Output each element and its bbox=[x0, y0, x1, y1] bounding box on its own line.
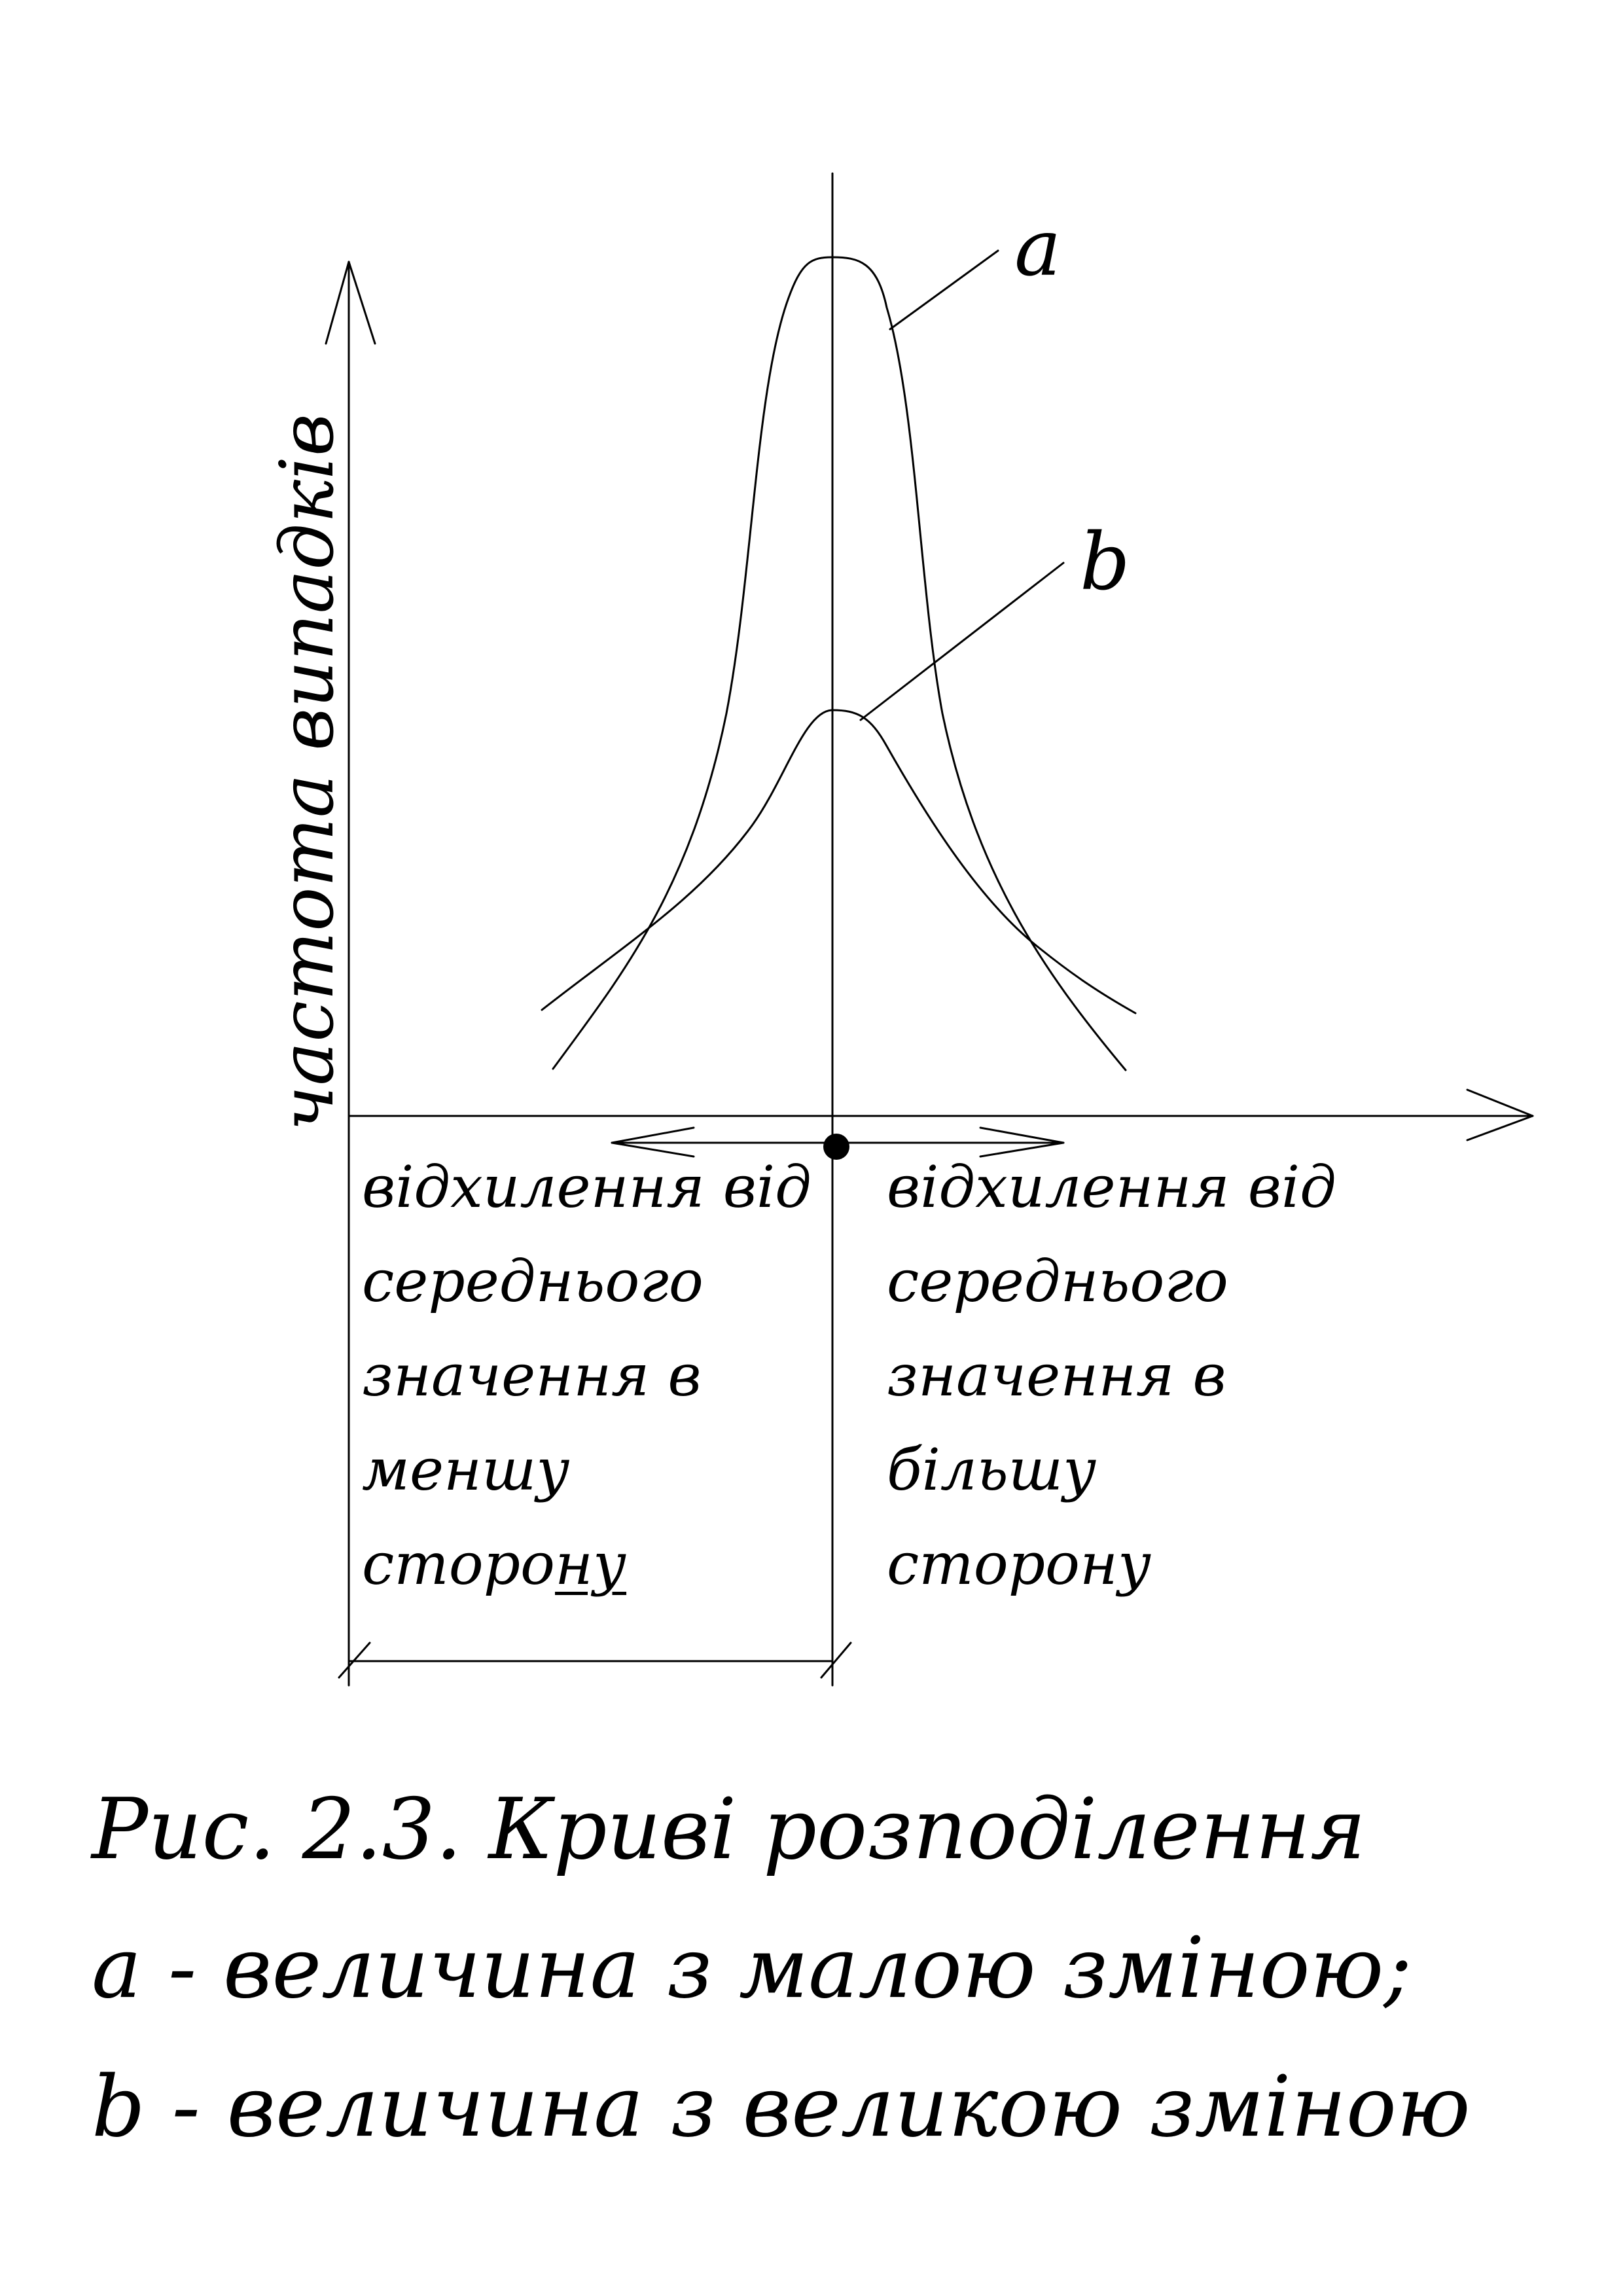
mean-point bbox=[823, 1134, 849, 1160]
left-region-last-line-underlined: ну bbox=[555, 1530, 627, 1598]
y-axis-arrowhead bbox=[326, 262, 375, 344]
right-region-line: сторону bbox=[887, 1530, 1152, 1598]
left-region-last-line-start: сторо bbox=[362, 1530, 556, 1598]
right-region-text bbox=[887, 1140, 1336, 1611]
curve-b-label: b bbox=[1080, 517, 1130, 608]
left-region-last-line bbox=[362, 1517, 812, 1611]
curve-a-label: a bbox=[1014, 203, 1061, 294]
curve-b-leader bbox=[861, 563, 1063, 720]
right-region-line: середнього bbox=[887, 1247, 1228, 1315]
left-region-line: меншу bbox=[362, 1436, 570, 1503]
figure-caption bbox=[92, 1761, 1471, 2177]
curve-b bbox=[542, 710, 1135, 1013]
caption-line-b: b - величина з великою зміною bbox=[92, 2058, 1471, 2156]
left-region-line: середнього bbox=[362, 1247, 704, 1315]
y-axis-label: частота випадків bbox=[265, 413, 350, 1132]
caption-title: Рис. 2.3. Криві розподілення bbox=[92, 1781, 1366, 1878]
right-region-line: більшу bbox=[887, 1436, 1097, 1503]
left-region-text bbox=[362, 1140, 812, 1611]
right-region-line: значення в bbox=[887, 1342, 1226, 1409]
left-region-line: значення в bbox=[362, 1342, 702, 1409]
right-region-line: відхилення від bbox=[887, 1153, 1336, 1221]
left-region-line: відхилення від bbox=[362, 1153, 812, 1221]
curve-a-leader bbox=[890, 251, 998, 329]
caption-line-a: a - величина з малою зміною; bbox=[92, 1920, 1412, 2017]
